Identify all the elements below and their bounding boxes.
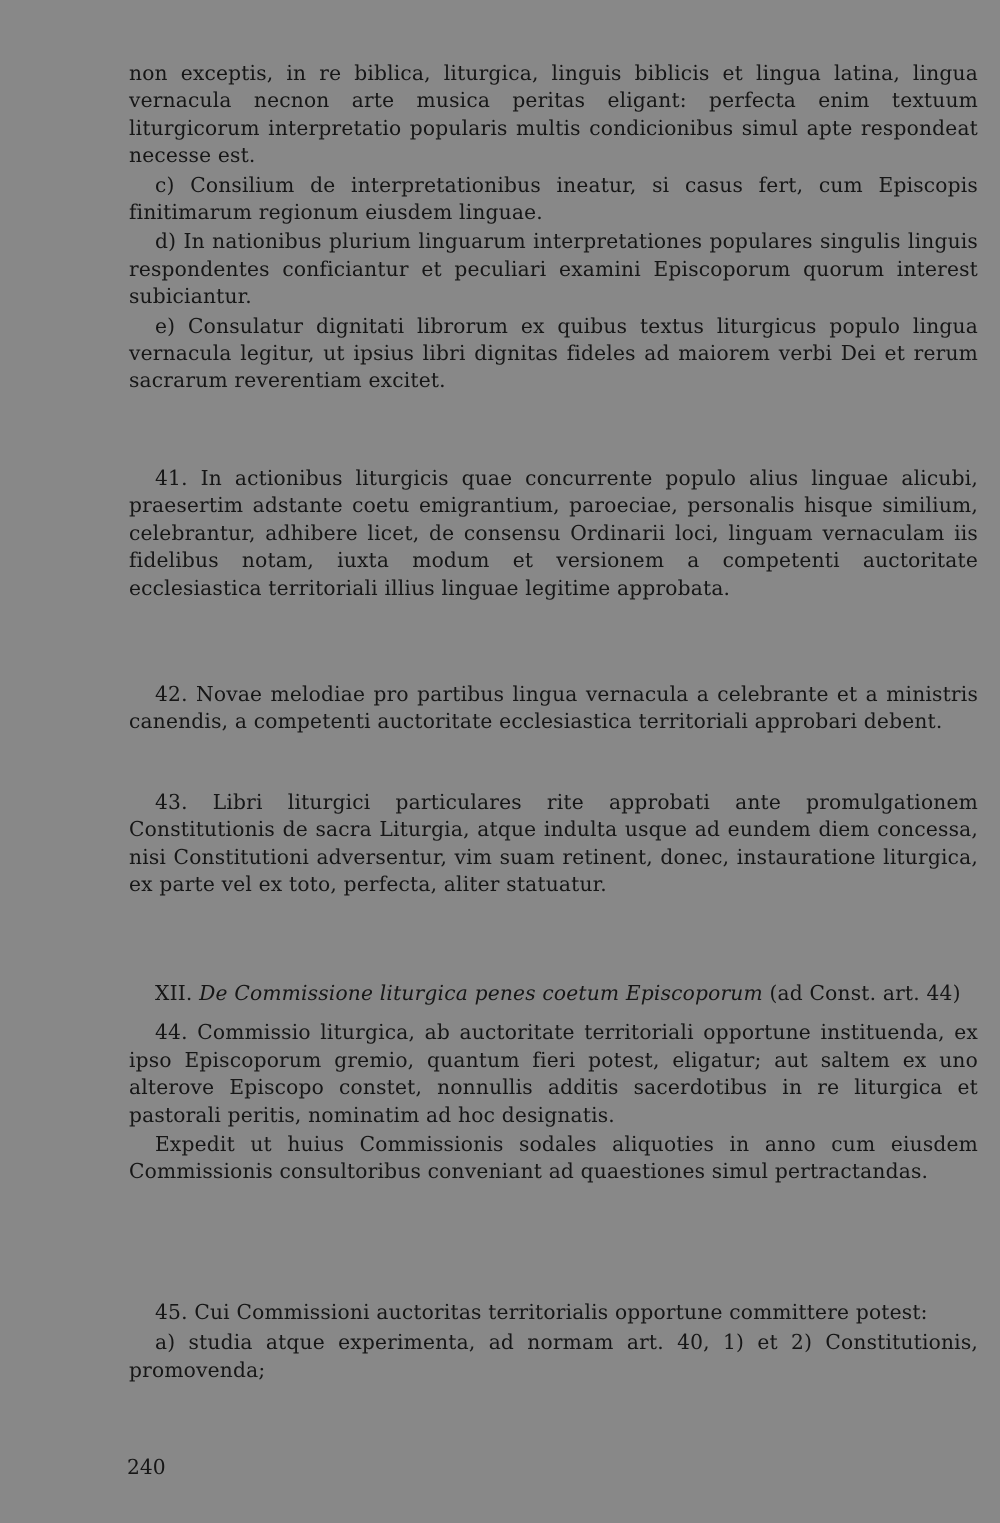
section-reference: (ad Const. art. 44) <box>769 981 961 1005</box>
item-d: d) In nationibus plurium linguarum interpretationes populares singulis linguis respondentes conficiantur et peculiari examini Episcoporum quorum interest subiciantur. <box>129 229 978 309</box>
section-title: De Commissione liturgica penes coetum Episcoporum <box>199 981 763 1005</box>
block-interpretation-rules <box>129 60 978 395</box>
paragraph-42: 42. Novae melodiae pro partibus lingua vernacula a celebrante et a ministris canendis, a competenti auctoritate ecclesiastica territoriali approbari debent. <box>129 682 978 734</box>
paragraph-45: 45. Cui Commissioni auctoritas territorialis opportune committere potest: <box>155 1300 928 1324</box>
item-e: e) Consulatur dignitati librorum ex quibus textus liturgicus populo lingua vernacula legitur, ut ipsius libri dignitas fideles ad maiorem verbi Dei et rerum sacrarum reverentiam excitet. <box>129 313 978 393</box>
block-para-42 <box>129 681 978 736</box>
paragraph-44: 44. Commissio liturgica, ab auctoritate territoriali opportune instituenda, ex ipso Episcoporum gremio, quantum fieri potest, eligatur; aut saltem ex uno alterove Episcopo constet, nonnullis additis sacerdotibus in re liturgica et pastorali peritis, nominatim ad hoc designatis. <box>129 1020 978 1127</box>
item-c: c) Consilium de interpretationibus ineatur, si casus fert, cum Episcopis finitimarum regionum eiusdem linguae. <box>129 172 978 225</box>
item-45a: a) studia atque experimenta, ad normam art. 40, 1) et 2) Constitutionis, promovenda; <box>129 1330 978 1382</box>
block-para-45 <box>129 1299 978 1384</box>
section-number: XII. <box>155 981 193 1005</box>
paragraph-41: 41. In actionibus liturgicis quae concurrente populo alius linguae alicubi, praesertim adstante coetu emigrantium, paroeciae, personalis hisque similium, celebrantur, adhibere licet, de consensu Ordinarii loci, linguam vernaculam iis fidelibus notam, iuxta modum et versionem a competenti auctoritate ecclesiastica territoriali illius linguae legitime approbata. <box>129 466 978 600</box>
paragraph-43: 43. Libri liturgici particulares rite approbati ante promulgationem Constitutionis de sacra Liturgia, atque indulta usque ad eundem diem concessa, nisi Constitutioni adversentur, vim suam retinent, donec, instauratione liturgica, ex parte vel ex toto, perfecta, aliter statuatur. <box>129 790 978 897</box>
block-para-43 <box>129 789 978 899</box>
section-heading-xii <box>129 980 978 1007</box>
block-section-xii <box>129 980 978 1186</box>
page-number: 240 <box>127 1455 166 1479</box>
continuation-paragraph: non exceptis, in re biblica, liturgica, linguis biblicis et lingua latina, lingua vernacula necnon arte musica peritas eligant: perfecta enim textuum liturgicorum interpretatio popularis multis condicionibus simul apte respondeat necesse est. <box>129 61 978 168</box>
block-para-41 <box>129 465 978 602</box>
paragraph-44-b: Expedit ut huius Commissionis sodales aliquoties in anno cum eiusdem Commissionis consultoribus conveniant ad quaestiones simul pertractandas. <box>129 1132 978 1184</box>
